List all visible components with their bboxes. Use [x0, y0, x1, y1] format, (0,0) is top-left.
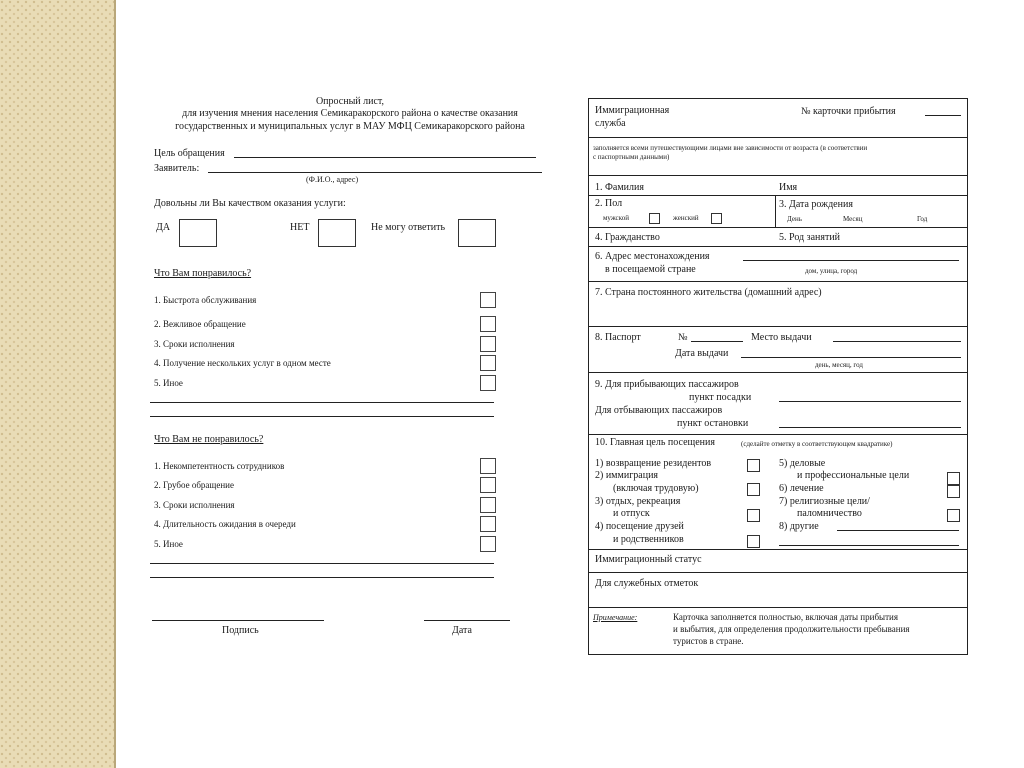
female-label: женский: [673, 214, 699, 222]
card-instruction-2: с паспортными данными): [593, 153, 670, 161]
divider: [589, 137, 967, 138]
official-notes-label: Для служебных отметок: [595, 578, 699, 589]
issue-date-hint: день, месяц, год: [815, 361, 863, 369]
divider: [589, 175, 967, 176]
dob-month: Месяц: [843, 215, 863, 223]
purpose-checkbox[interactable]: [947, 485, 960, 498]
purpose-checkbox[interactable]: [747, 509, 760, 522]
purpose-option: 8) другие: [779, 521, 819, 532]
disliked-other-line[interactable]: [150, 577, 494, 578]
male-checkbox[interactable]: [649, 213, 660, 224]
liked-item: 2. Вежливое обращение: [154, 319, 246, 329]
answer-yes-box[interactable]: [179, 219, 217, 247]
answer-no-box[interactable]: [318, 219, 356, 247]
purpose-option: 1) возвращение резидентов: [595, 458, 712, 469]
address-field[interactable]: [743, 260, 959, 261]
liked-item: 3. Сроки исполнения: [154, 339, 235, 349]
passport-number-label: №: [678, 332, 688, 343]
divider: [589, 372, 967, 373]
sex-label: 2. Пол: [595, 198, 623, 209]
passport-label: 8. Паспорт: [595, 332, 641, 343]
card-number-field[interactable]: [925, 115, 961, 116]
liked-title: Что Вам понравилось?: [154, 268, 252, 279]
survey-subtitle-1: для изучения мнения населения Семикаракорского района о качестве оказания: [182, 108, 518, 119]
departing-label: Для отбывающих пассажиров: [595, 405, 723, 416]
purpose-title: 10. Главная цель посещения: [595, 437, 715, 448]
purpose-option: 7) религиозные цели/: [779, 496, 870, 507]
purpose-option-note: и отпуск: [613, 508, 650, 519]
purpose-option: 6) лечение: [779, 483, 824, 494]
liked-item: 4. Получение нескольких услуг в одном месте: [154, 358, 331, 368]
address-hint: дом, улица, город: [805, 267, 858, 275]
signature-line[interactable]: [152, 620, 324, 621]
disliked-title: Что Вам не понравилось?: [154, 434, 264, 445]
divider: [589, 195, 967, 196]
purpose-checkbox[interactable]: [747, 535, 760, 548]
purpose-checkbox[interactable]: [747, 483, 760, 496]
purpose-option: 4) посещение друзей: [595, 521, 684, 532]
purpose-option-note: паломничество: [797, 508, 862, 519]
service-name-1: Иммиграционная: [595, 105, 670, 116]
disliked-item: 1. Некомпетентность сотрудников: [154, 461, 285, 471]
divider: [589, 281, 967, 282]
disliked-item: 3. Сроки исполнения: [154, 500, 235, 510]
purpose-field[interactable]: [234, 157, 536, 158]
signature-label: Подпись: [222, 625, 259, 636]
divider: [589, 607, 967, 608]
remark-line-1: Карточка заполняется полностью, включая даты прибытия: [673, 612, 898, 622]
divider: [589, 549, 967, 550]
first-name-label: Имя: [779, 182, 798, 193]
passport-number-field[interactable]: [691, 341, 743, 342]
stop-point-field[interactable]: [779, 427, 961, 428]
issue-place-label: Место выдачи: [751, 332, 812, 343]
address-label-2: в посещаемой стране: [605, 264, 696, 275]
answer-no-label: НЕТ: [290, 222, 310, 233]
disliked-checkbox[interactable]: [480, 477, 496, 493]
divider: [775, 195, 776, 227]
remark-label: Примечание:: [593, 613, 638, 622]
liked-item: 1. Быстрота обслуживания: [154, 295, 257, 305]
divider: [589, 434, 967, 435]
disliked-checkbox[interactable]: [480, 536, 496, 552]
citizenship-label: 4. Гражданство: [595, 232, 660, 243]
issue-place-field[interactable]: [833, 341, 961, 342]
immigration-status-label: Иммиграционный статус: [595, 554, 702, 565]
applicant-field[interactable]: [208, 172, 542, 173]
answer-cant-box[interactable]: [458, 219, 496, 247]
occupation-label: 5. Род занятий: [779, 232, 841, 243]
purpose-option: 5) деловые: [779, 458, 826, 469]
card-instruction: заполняется всеми путешествующими лицами вне зависимости от возраста (в соответствии: [593, 144, 868, 152]
surname-label: 1. Фамилия: [595, 182, 644, 193]
fio-hint: (Ф.И.О., адрес): [306, 175, 359, 184]
liked-other-line[interactable]: [150, 402, 494, 403]
disliked-checkbox[interactable]: [480, 458, 496, 474]
female-checkbox[interactable]: [711, 213, 722, 224]
date-line[interactable]: [424, 620, 510, 621]
dob-label: 3. Дата рождения: [779, 199, 853, 210]
liked-checkbox[interactable]: [480, 292, 496, 308]
liked-checkbox[interactable]: [480, 375, 496, 391]
date-label: Дата: [452, 625, 472, 636]
remark-line-2: и выбытия, для определения продолжительности пребывания: [673, 624, 910, 634]
liked-checkbox[interactable]: [480, 316, 496, 332]
divider: [589, 326, 967, 327]
dob-year: Год: [917, 215, 928, 223]
purpose-option: 3) отдых, рекреация: [595, 496, 681, 507]
liked-checkbox[interactable]: [480, 336, 496, 352]
address-label-1: 6. Адрес местонахождения: [595, 251, 710, 262]
immigration-card: [588, 98, 968, 655]
survey-title: Опросный лист,: [315, 96, 385, 107]
boarding-point-label: пункт посадки: [689, 392, 752, 403]
stop-point-label: пункт остановки: [677, 418, 749, 429]
survey-subtitle-2: государственных и муниципальных услуг в МАУ МФЦ Семикаракорского района: [175, 121, 525, 132]
document-page: [116, 0, 1024, 768]
purpose-option: 2) иммиграция: [595, 470, 659, 481]
purpose-other-field-2[interactable]: [779, 545, 959, 546]
dob-day: День: [787, 215, 802, 223]
disliked-item: 2. Грубое обращение: [154, 480, 234, 490]
issue-date-label: Дата выдачи: [675, 348, 729, 359]
divider: [589, 572, 967, 573]
liked-item: 5. Иное: [154, 378, 183, 388]
residence-label: 7. Страна постоянного жительства (домашний адрес): [595, 287, 822, 298]
disliked-checkbox[interactable]: [480, 497, 496, 513]
purpose-option-note: и профессиональные цели: [797, 470, 910, 481]
disliked-other-line[interactable]: [150, 563, 494, 564]
answer-yes-label: ДА: [156, 222, 171, 233]
purpose-option-note: и родственников: [613, 534, 684, 545]
purpose-checkbox[interactable]: [947, 509, 960, 522]
disliked-item: 5. Иное: [154, 539, 183, 549]
satisfaction-question: Довольны ли Вы качеством оказания услуги:: [154, 198, 346, 209]
purpose-checkbox[interactable]: [747, 459, 760, 472]
purpose-label: Цель обращения: [154, 148, 225, 159]
decorative-side-strip: [0, 0, 116, 768]
purpose-hint: (сделайте отметку в соответствующем квадратике): [741, 440, 893, 448]
male-label: мужской: [603, 214, 629, 222]
service-name-2: служба: [595, 118, 626, 129]
card-number-label: № карточки прибытия: [801, 106, 896, 117]
purpose-option-note: (включая трудовую): [613, 483, 699, 494]
disliked-checkbox[interactable]: [480, 516, 496, 532]
issue-date-field[interactable]: [741, 357, 961, 358]
answer-cant-label: Не могу ответить: [371, 222, 446, 233]
remark-line-3: туристов в стране.: [673, 636, 744, 646]
divider: [589, 246, 967, 247]
boarding-point-field[interactable]: [779, 401, 961, 402]
purpose-checkbox[interactable]: [947, 472, 960, 485]
divider: [589, 227, 967, 228]
disliked-item: 4. Длительность ожидания в очереди: [154, 519, 296, 529]
arriving-label: 9. Для прибывающих пассажиров: [595, 379, 739, 390]
liked-checkbox[interactable]: [480, 355, 496, 371]
purpose-other-field[interactable]: [837, 530, 959, 531]
liked-other-line[interactable]: [150, 416, 494, 417]
applicant-label: Заявитель:: [154, 163, 200, 174]
